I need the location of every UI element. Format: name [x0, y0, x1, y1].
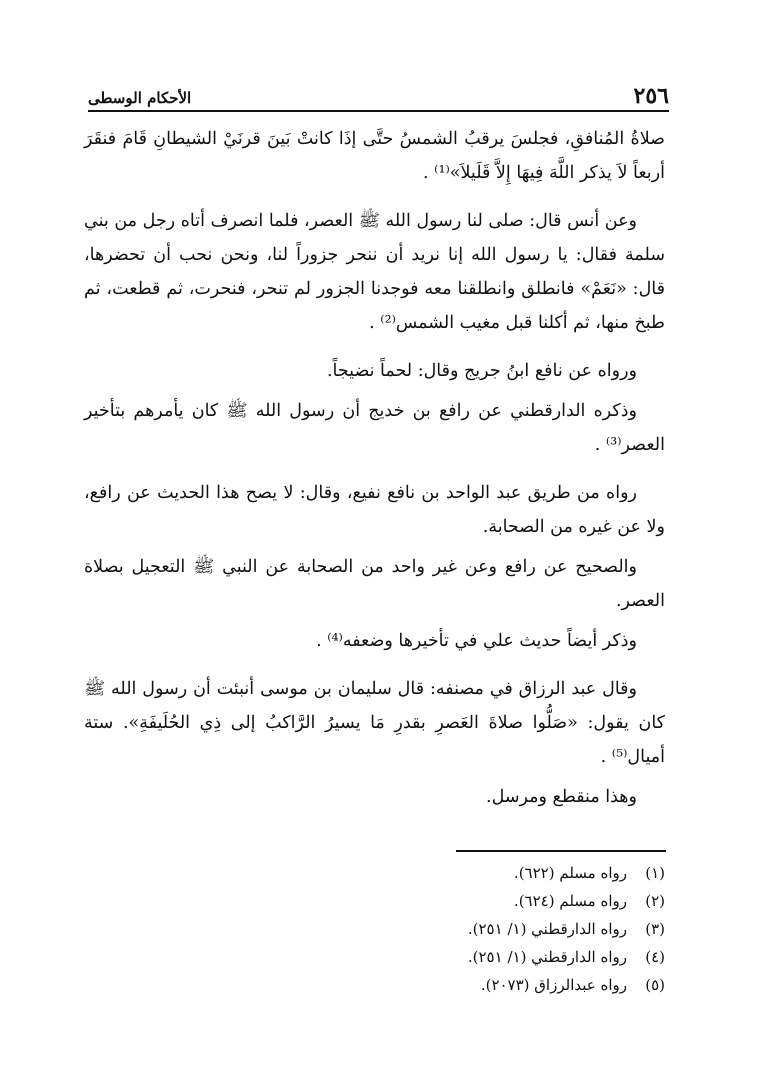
- footnote-number: (٤): [645, 948, 665, 966]
- footnote-item: [300, 892, 665, 920]
- footnote-text: رواه مسلم (٦٢٢).: [513, 864, 627, 882]
- footnote-number: (٥): [645, 976, 665, 994]
- footnote-number: (٢): [645, 892, 665, 910]
- page-body: [84, 122, 665, 828]
- footnote-number: (٣): [645, 920, 665, 938]
- footnote-item: [300, 864, 665, 892]
- footnote-item: [300, 976, 665, 1004]
- paragraph-munqati: وهذا منقطع ومرسل.: [486, 787, 637, 807]
- footnote-text: رواه عبدالرزاق (٢٠٧٣).: [480, 976, 627, 994]
- page-number: ٢٥٦: [633, 83, 669, 109]
- paragraph-anas-hadith: وعن أنس قال: صلى لنا رسول الله ﷺ العصر، فلما انصرف أتاه رجل من بني سلمة فقال: يا رسول الله إنا نريد أن ننحر جزوراً لنا، ونحن نحب أن تحضرها، قال: «نَعَمْ» فانطلق وانطلقنا معه فوجدنا الجزور لم تنحر، فنحرت، ثم قطعت، ثم طبخ منها، ثم أكلنا قبل مغيب الشمس⁽²⁾ .: [84, 211, 665, 333]
- paragraph-ali-hadith: وذكر أيضاً حديث علي في تأخيرها وضعفه⁽⁴⁾ .: [316, 631, 637, 651]
- paragraph-abd-al-wahid: رواه من طريق عبد الواحد بن نافع نفيع، وقال: لا يصح هذا الحديث عن رافع، ولا عن غيره من الصحابة.: [84, 483, 665, 537]
- footnote-item: [300, 948, 665, 976]
- paragraph-abd-al-razzaq: وقال عبد الرزاق في مصنفه: قال سليمان بن موسى أنبئت أن رسول الله ﷺ كان يقول: «صَلُّوا صلاةَ العَصرِ بقدرِ مَا يسيرُ الرَّاكبُ إلى ذِي الحُلَيفَةِ». ستة أميال⁽⁵⁾ .: [84, 679, 665, 767]
- paragraph-continuation: صلاةُ المُنافقِ، فجلسَ يرقبُ الشمسُ حتَّى إذَا كانتْ بَينَ قرنَيْ الشيطانِ قَامَ فنقَرَ أربعاً لاَ يذكر اللَّهَ فِيهَا إِلاَّ قَلَيلاَ»⁽¹⁾ .: [84, 129, 665, 183]
- footnotes: [300, 864, 665, 1004]
- running-title: الأحكام الوسطى: [88, 89, 192, 107]
- footnote-text: رواه مسلم (٦٢٤).: [513, 892, 627, 910]
- paragraph-ibn-jurayj: ورواه عن نافع ابنُ جريج وقال: لحماً نضيجاً.: [326, 361, 637, 381]
- footnote-text: رواه الدارقطني (١/ ٢٥١).: [467, 920, 627, 938]
- footnote-number: (١): [645, 864, 665, 882]
- paragraph-daraqutni: وذكره الدارقطني عن رافع بن خديج أن رسول الله ﷺ كان يأمرهم بتأخير العصر⁽³⁾ .: [84, 401, 665, 455]
- footnote-text: رواه الدارقطني (١/ ٢٥١).: [467, 948, 627, 966]
- paragraph-sahih: والصحيح عن رافع وعن غير واحد من الصحابة عن النبي ﷺ التعجيل بصلاة العصر.: [84, 557, 665, 611]
- footnote-separator: [456, 850, 666, 852]
- footnote-item: [300, 920, 665, 948]
- page-header: [88, 80, 669, 112]
